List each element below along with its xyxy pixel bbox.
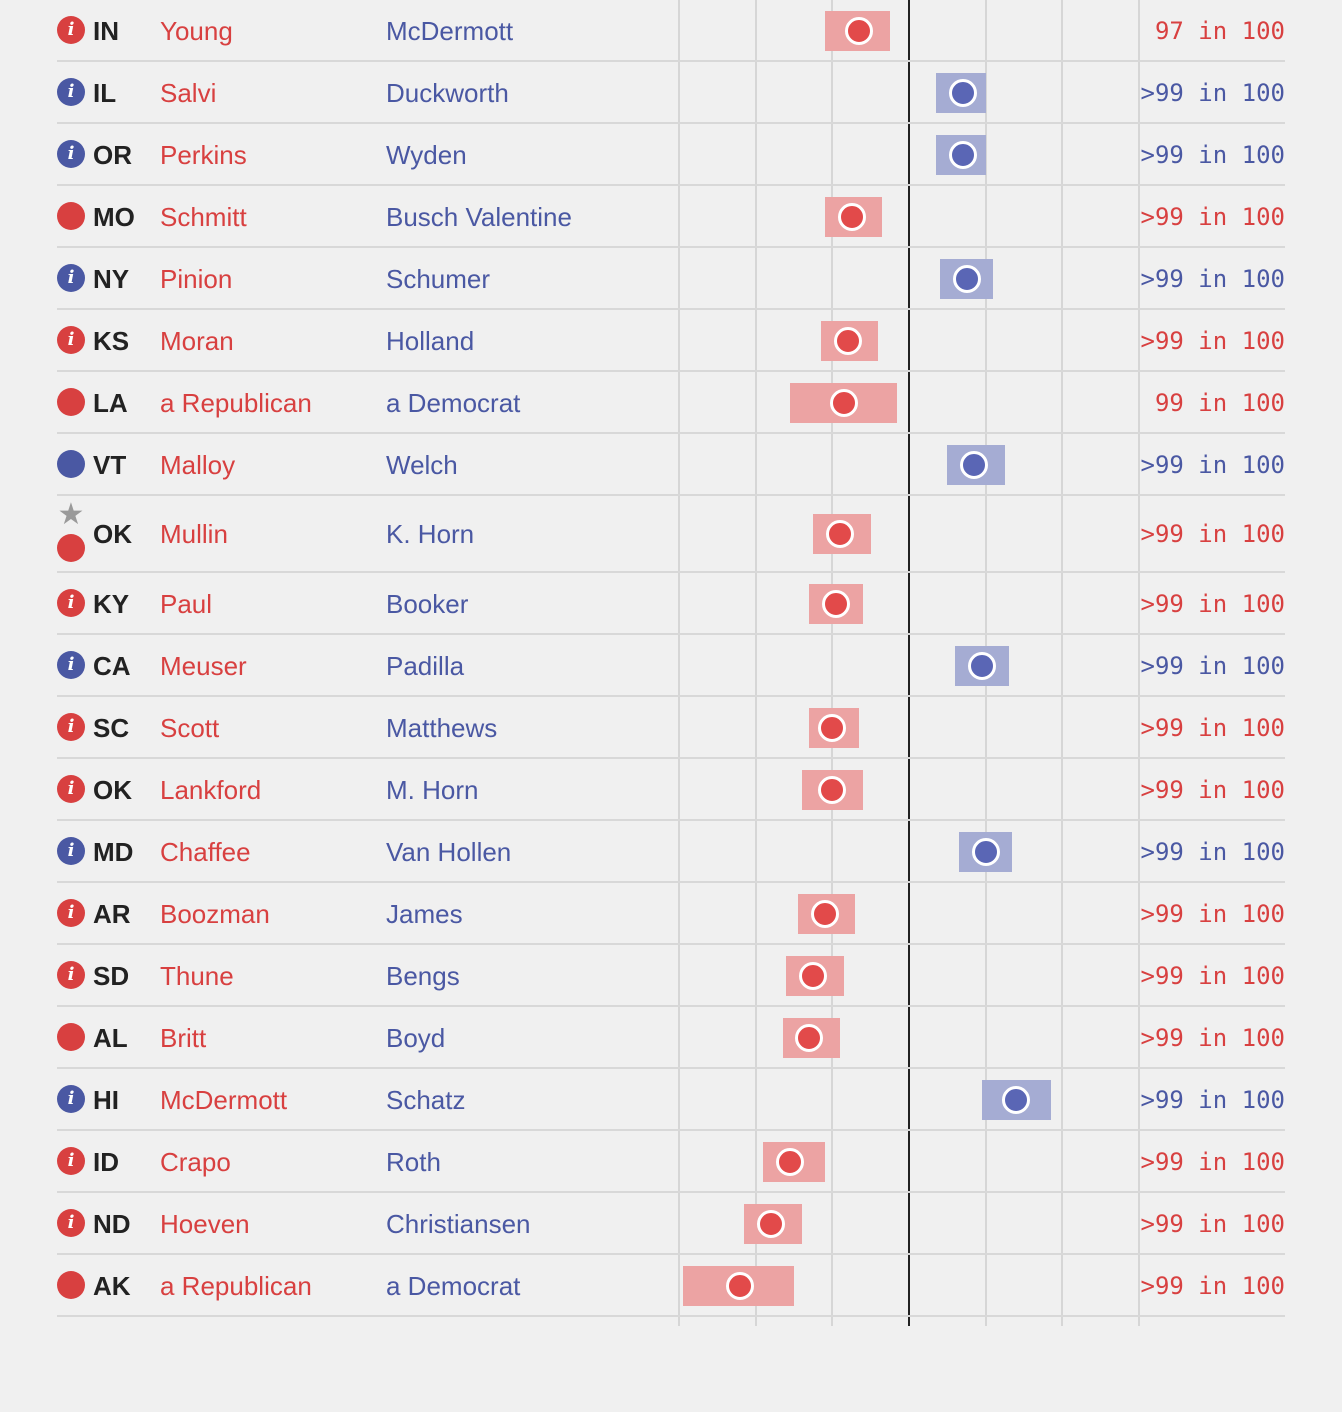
win-probability: >99 in 100 xyxy=(1140,962,1285,990)
state-code: AK xyxy=(93,1271,131,1301)
race-row[interactable] xyxy=(57,0,1285,62)
state-code: ID xyxy=(93,1147,119,1177)
projected-margin-dot xyxy=(953,265,981,293)
democratic-candidate: K. Horn xyxy=(386,519,475,549)
race-row[interactable] xyxy=(57,821,1285,883)
republican-candidate: Schmitt xyxy=(160,202,247,232)
republican-candidate: Thune xyxy=(160,961,234,991)
incumbent-info-icon[interactable]: i xyxy=(57,264,85,292)
win-probability: >99 in 100 xyxy=(1140,451,1285,479)
state-code: MO xyxy=(93,202,135,232)
state-code: LA xyxy=(93,388,128,418)
state-code: ND xyxy=(93,1209,131,1239)
projected-margin-dot xyxy=(845,17,873,45)
win-probability: >99 in 100 xyxy=(1140,265,1285,293)
race-row[interactable] xyxy=(57,883,1285,945)
state-code: AR xyxy=(93,899,131,929)
win-probability: >99 in 100 xyxy=(1140,1086,1285,1114)
win-probability: >99 in 100 xyxy=(1140,714,1285,742)
state-code: KS xyxy=(93,326,130,356)
democratic-candidate: James xyxy=(386,899,463,929)
state-code: CA xyxy=(93,651,131,681)
republican-candidate: Malloy xyxy=(160,450,236,480)
party-dot-icon xyxy=(57,1271,85,1299)
democratic-candidate: Padilla xyxy=(386,651,465,681)
state-code: VT xyxy=(93,450,127,480)
race-row[interactable] xyxy=(57,248,1285,310)
projected-margin-dot xyxy=(834,327,862,355)
race-row[interactable] xyxy=(57,1193,1285,1255)
win-probability: >99 in 100 xyxy=(1140,141,1285,169)
win-probability: >99 in 100 xyxy=(1140,79,1285,107)
democratic-candidate: Booker xyxy=(386,589,469,619)
projected-margin-dot xyxy=(960,451,988,479)
republican-candidate: a Republican xyxy=(160,1271,312,1301)
republican-candidate: Meuser xyxy=(160,651,247,681)
state-code: MD xyxy=(93,837,134,867)
democratic-candidate: M. Horn xyxy=(386,775,479,805)
win-probability: >99 in 100 xyxy=(1140,1272,1285,1300)
democratic-candidate: Matthews xyxy=(386,713,498,743)
democratic-candidate: Wyden xyxy=(386,140,467,170)
projected-margin-dot xyxy=(799,962,827,990)
republican-candidate: Boozman xyxy=(160,899,270,929)
race-row[interactable] xyxy=(57,372,1285,434)
race-row[interactable] xyxy=(57,759,1285,821)
win-probability: >99 in 100 xyxy=(1140,327,1285,355)
race-row[interactable] xyxy=(57,697,1285,759)
projected-margin-dot xyxy=(972,838,1000,866)
democratic-candidate: Busch Valentine xyxy=(386,202,572,232)
win-probability: >99 in 100 xyxy=(1140,1148,1285,1176)
incumbent-info-icon[interactable]: i xyxy=(57,837,85,865)
race-row[interactable] xyxy=(57,186,1285,248)
win-probability: >99 in 100 xyxy=(1140,590,1285,618)
democratic-candidate: Schatz xyxy=(386,1085,466,1115)
democratic-candidate: a Democrat xyxy=(386,1271,521,1301)
incumbent-info-icon[interactable]: i xyxy=(57,16,85,44)
democratic-candidate: Roth xyxy=(386,1147,441,1177)
democratic-candidate: Welch xyxy=(386,450,458,480)
projected-margin-dot xyxy=(822,590,850,618)
republican-candidate: Salvi xyxy=(160,78,217,108)
incumbent-info-icon[interactable]: i xyxy=(57,1085,85,1113)
star-icon: ★ xyxy=(57,497,85,532)
state-code: HI xyxy=(93,1085,119,1115)
republican-candidate: Hoeven xyxy=(160,1209,250,1239)
race-row[interactable] xyxy=(57,62,1285,124)
race-row[interactable] xyxy=(57,1007,1285,1069)
party-dot-icon xyxy=(57,450,85,478)
win-probability: 97 in 100 xyxy=(1154,17,1285,45)
race-row[interactable] xyxy=(57,496,1285,573)
incumbent-info-icon[interactable]: i xyxy=(57,1209,85,1237)
democratic-candidate: Van Hollen xyxy=(386,837,512,867)
democratic-candidate: Christiansen xyxy=(386,1209,531,1239)
race-row[interactable] xyxy=(57,310,1285,372)
win-probability: >99 in 100 xyxy=(1140,1210,1285,1238)
republican-candidate: Scott xyxy=(160,713,220,743)
state-code: SC xyxy=(93,713,130,743)
win-probability: >99 in 100 xyxy=(1140,652,1285,680)
democratic-candidate: Boyd xyxy=(386,1023,446,1053)
incumbent-info-icon[interactable]: i xyxy=(57,961,85,989)
projected-margin-dot xyxy=(949,79,977,107)
democratic-candidate: McDermott xyxy=(386,16,514,46)
state-code: OR xyxy=(93,140,132,170)
democratic-candidate: a Democrat xyxy=(386,388,521,418)
race-row[interactable] xyxy=(57,1255,1285,1317)
republican-candidate: Paul xyxy=(160,589,213,619)
win-probability: >99 in 100 xyxy=(1140,520,1285,548)
republican-candidate: Pinion xyxy=(160,264,233,294)
party-dot-icon xyxy=(57,1023,85,1051)
race-row[interactable] xyxy=(57,573,1285,635)
state-code: AL xyxy=(93,1023,128,1053)
republican-candidate: Perkins xyxy=(160,140,247,170)
democratic-candidate: Schumer xyxy=(386,264,491,294)
incumbent-info-icon[interactable]: i xyxy=(57,1147,85,1175)
incumbent-info-icon[interactable]: i xyxy=(57,326,85,354)
projected-margin-dot xyxy=(968,652,996,680)
win-probability: >99 in 100 xyxy=(1140,838,1285,866)
democratic-candidate: Bengs xyxy=(386,961,460,991)
projected-margin-dot xyxy=(949,141,977,169)
race-row[interactable] xyxy=(57,945,1285,1007)
incumbent-info-icon[interactable]: i xyxy=(57,78,85,106)
republican-candidate: Crapo xyxy=(160,1147,231,1177)
incumbent-info-icon[interactable]: i xyxy=(57,899,85,927)
incumbent-info-icon[interactable]: i xyxy=(57,140,85,168)
win-probability: 99 in 100 xyxy=(1154,389,1285,417)
republican-candidate: a Republican xyxy=(160,388,312,418)
state-code: IL xyxy=(93,78,117,108)
democratic-candidate: Holland xyxy=(386,326,475,356)
republican-candidate: McDermott xyxy=(160,1085,288,1115)
republican-candidate: Chaffee xyxy=(160,837,251,867)
incumbent-info-icon[interactable]: i xyxy=(57,589,85,617)
incumbent-info-icon[interactable]: i xyxy=(57,775,85,803)
win-probability: >99 in 100 xyxy=(1140,1024,1285,1052)
projected-margin-dot xyxy=(776,1148,804,1176)
projected-margin-dot xyxy=(838,203,866,231)
republican-candidate: Lankford xyxy=(160,775,262,805)
race-row[interactable] xyxy=(57,434,1285,496)
state-code: IN xyxy=(93,16,119,46)
republican-candidate: Moran xyxy=(160,326,234,356)
race-row[interactable] xyxy=(57,635,1285,697)
state-code: SD xyxy=(93,961,130,991)
race-row[interactable] xyxy=(57,1131,1285,1193)
republican-candidate: Young xyxy=(160,16,233,46)
democratic-candidate: Duckworth xyxy=(386,78,509,108)
win-probability: >99 in 100 xyxy=(1140,203,1285,231)
party-dot-icon xyxy=(57,202,85,230)
projected-margin-dot xyxy=(830,389,858,417)
party-dot-icon xyxy=(57,388,85,416)
projected-margin-dot xyxy=(757,1210,785,1238)
party-dot-icon xyxy=(57,534,85,562)
win-probability: >99 in 100 xyxy=(1140,776,1285,804)
state-code: NY xyxy=(93,264,130,294)
state-code: OK xyxy=(93,775,132,805)
incumbent-info-icon[interactable]: i xyxy=(57,713,85,741)
projected-margin-dot xyxy=(826,520,854,548)
state-code: OK xyxy=(93,519,132,549)
race-row[interactable] xyxy=(57,124,1285,186)
republican-candidate: Britt xyxy=(160,1023,207,1053)
race-row[interactable] xyxy=(57,1069,1285,1131)
projected-margin-dot xyxy=(811,900,839,928)
win-probability: >99 in 100 xyxy=(1140,900,1285,928)
incumbent-info-icon[interactable]: i xyxy=(57,651,85,679)
republican-candidate: Mullin xyxy=(160,519,228,549)
state-code: KY xyxy=(93,589,130,619)
